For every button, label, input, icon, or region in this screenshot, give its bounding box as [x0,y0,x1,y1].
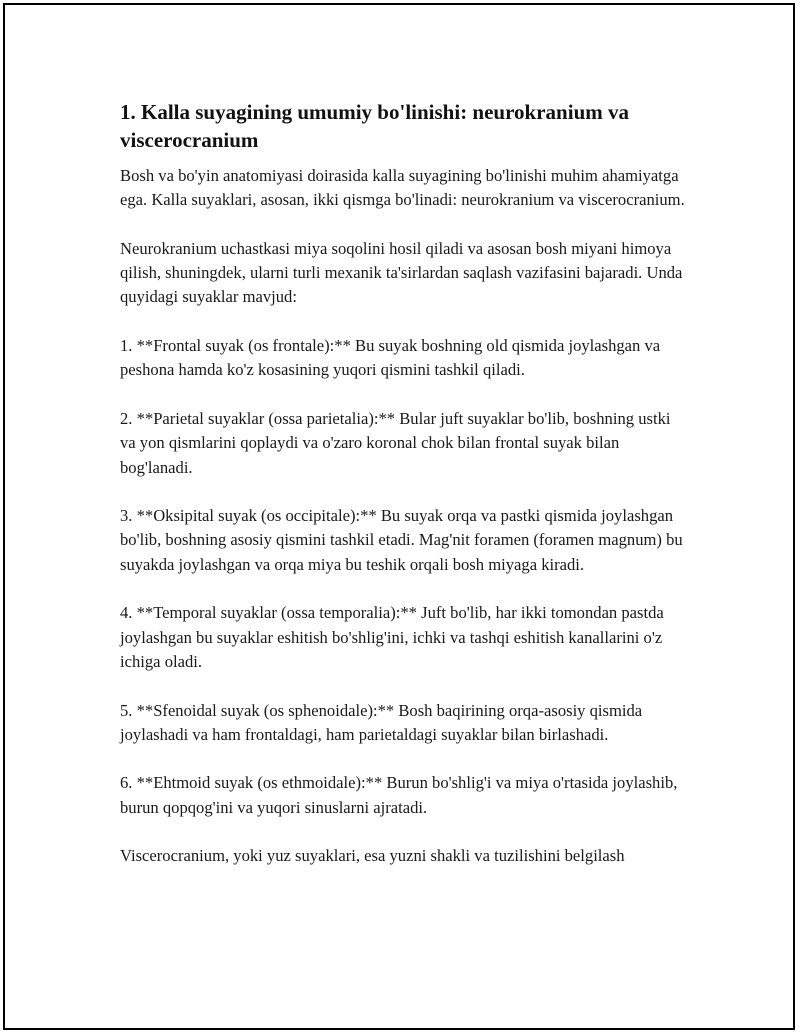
sphenoid-bone-item: 5. **Sfenoidal suyak (os sphenoidale):** Bosh baqirining orqa-asosiy qismida joylashadi va ham frontaldagi, ham parietaldagi suyaklar bilan birlashadi. [120,700,643,744]
section-title: 1. Kalla suyagining umumiy bo'linishi: neurokranium va viscerocranium [120,100,629,152]
document-body [120,98,690,893]
ethmoid-bone-item: 6. **Ehtmoid suyak (os ethmoidale):** Burun bo'shlig'i va miya o'rtasida joylashib, burun qopqog'ini va yuqori sinuslarni ajratadi. [120,773,678,817]
page-frame [3,3,795,1030]
parietal-bones-item: 2. **Parietal suyaklar (ossa parietalia):** Bular juft suyaklar bo'lib, boshning ustki va yon qismlarini qoplaydi va o'zaro koronal chok bilan frontal suyak bilan bog'lanadi. [120,408,671,477]
neurocranium-paragraph: Neurokranium uchastkasi miya soqolini hosil qiladi va asosan bosh miyani himoya qilish, shuningdek, ularni turli mexanik ta'sirlardan saqlash vazifasini bajaradi. Unda quyidagi suyaklar mavjud: [120,238,683,307]
frontal-bone-item: 1. **Frontal suyak (os frontale):** Bu suyak boshning old qismida joylashgan va peshona hamda ko'z kosasining yuqori qismini tashkil qiladi. [120,336,661,380]
occipital-bone-item: 3. **Oksipital suyak (os occipitale):** Bu suyak orqa va pastki qismida joylashgan bo'lib, boshning asosiy qismini tashkil etadi. Mag'nit foramen (foramen magnum) bu suyakda joylashgan va orqa miya bu teshik orqali bosh miyaga kiradi. [120,506,683,574]
viscerocranium-paragraph: Viscerocranium, yoki yuz suyaklari, esa yuzni shakli va tuzilishini belgilash [120,846,625,866]
intro-paragraph: Bosh va bo'yin anatomiyasi doirasida kalla suyagining bo'linishi muhim ahamiyatga ega. Kalla suyaklari, asosan, ikki qismga bo'linadi: neurokranium va viscerocranium. [120,166,685,210]
temporal-bones-item: 4. **Temporal suyaklar (ossa temporalia):** Juft bo'lib, har ikki tomondan pastda joylashgan bu suyaklar eshitish bo'shlig'ini, ichki va tashqi eshitish kanallarini o'z ichiga oladi. [120,603,664,671]
